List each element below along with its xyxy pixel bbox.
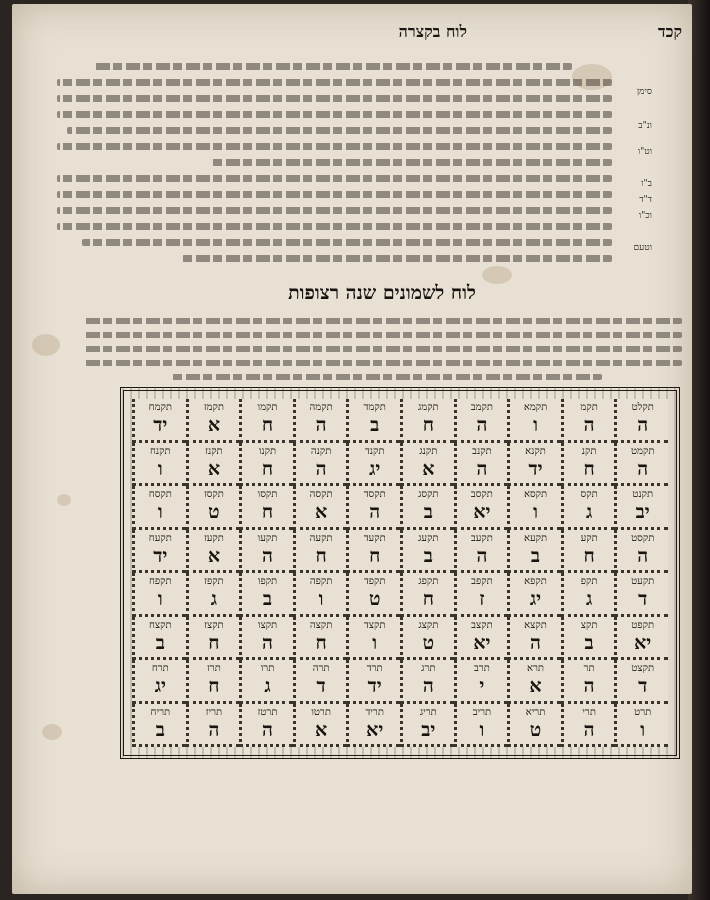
table-cell bbox=[400, 530, 454, 574]
year-label: תקנח bbox=[150, 445, 171, 457]
table-cell bbox=[614, 530, 668, 574]
day-value: א bbox=[315, 718, 328, 741]
year-label: תרטז bbox=[257, 706, 278, 718]
table-cell bbox=[454, 530, 508, 574]
table-cell bbox=[454, 660, 508, 704]
year-label: תקמז bbox=[203, 402, 224, 414]
day-value: ה bbox=[262, 631, 273, 654]
day-value: א bbox=[207, 414, 221, 437]
day-value: ה bbox=[262, 718, 273, 741]
day-value: יד bbox=[367, 675, 382, 698]
year-label: תקסז bbox=[203, 489, 224, 501]
day-value: ה bbox=[315, 414, 327, 437]
table-cell bbox=[239, 573, 293, 617]
day-value: יב bbox=[421, 718, 436, 741]
year-label: תרי bbox=[582, 706, 596, 718]
table-cell bbox=[186, 617, 240, 661]
table-cell bbox=[346, 617, 400, 661]
year-label: תקפא bbox=[524, 576, 547, 588]
body-text-block bbox=[52, 54, 652, 274]
table-cell bbox=[186, 443, 240, 487]
year-label: תקצג bbox=[418, 619, 439, 631]
day-value: ד bbox=[638, 588, 648, 611]
table-cell bbox=[507, 399, 561, 443]
table-cell bbox=[614, 399, 668, 443]
day-value: א bbox=[207, 544, 221, 567]
year-label: תקנא bbox=[525, 445, 546, 457]
year-label: תקנו bbox=[258, 445, 277, 457]
year-label: תקעד bbox=[363, 532, 386, 544]
table-cell bbox=[454, 704, 508, 748]
table-cell bbox=[561, 660, 615, 704]
day-value: יג bbox=[369, 457, 381, 480]
year-label: תקסד bbox=[363, 489, 386, 501]
year-label: תריג bbox=[419, 706, 437, 718]
table-cell bbox=[239, 443, 293, 487]
year-label: תקס bbox=[580, 489, 598, 501]
day-value: ה bbox=[530, 631, 541, 654]
day-value: ח bbox=[583, 544, 595, 567]
section-title: לוח לשמונים שנה רצופות bbox=[288, 282, 476, 304]
year-label: תריז bbox=[205, 706, 223, 718]
text-line bbox=[172, 374, 602, 380]
day-value: ב bbox=[155, 631, 165, 654]
day-value: יד bbox=[528, 457, 543, 480]
year-label: תריח bbox=[150, 706, 171, 718]
table-cell bbox=[346, 660, 400, 704]
year-label: תקנט bbox=[632, 489, 654, 501]
table-cell bbox=[561, 704, 615, 748]
table-cell bbox=[400, 399, 454, 443]
day-value: ה bbox=[476, 544, 488, 567]
day-value: ה bbox=[637, 414, 649, 437]
table-cell bbox=[400, 573, 454, 617]
calendar-table-frame bbox=[120, 387, 680, 759]
day-value: ט bbox=[208, 501, 220, 524]
day-value: ד bbox=[316, 675, 326, 698]
day-value: ב bbox=[262, 588, 273, 611]
year-label: תקפו bbox=[257, 576, 278, 588]
table-cell bbox=[400, 617, 454, 661]
day-value: א bbox=[529, 675, 542, 698]
year-label: תקנב bbox=[472, 445, 492, 457]
day-value: א bbox=[207, 457, 221, 480]
day-value: ב bbox=[155, 718, 165, 741]
table-cell bbox=[132, 573, 186, 617]
table-cell bbox=[454, 486, 508, 530]
year-label: תקמט bbox=[631, 445, 655, 457]
day-value: ט bbox=[368, 588, 381, 611]
day-value: ג bbox=[210, 588, 218, 611]
table-cell bbox=[186, 660, 240, 704]
day-value: יג bbox=[154, 675, 166, 698]
day-value: ה bbox=[315, 457, 327, 480]
day-value: ה bbox=[637, 544, 649, 567]
year-label: תרב bbox=[473, 663, 490, 675]
margin-word: ד"ד bbox=[639, 195, 652, 205]
table-cell bbox=[561, 399, 615, 443]
year-label: תקעא bbox=[523, 532, 548, 544]
table-cell bbox=[507, 660, 561, 704]
year-label: תקעה bbox=[309, 532, 333, 544]
day-value: יג bbox=[529, 588, 542, 611]
year-label: תקצח bbox=[149, 619, 172, 631]
year-label: תקע bbox=[580, 532, 598, 544]
table-cell bbox=[454, 443, 508, 487]
text-line bbox=[57, 111, 612, 118]
year-label: תקפב bbox=[471, 576, 493, 588]
day-value: יא bbox=[473, 631, 491, 654]
year-label: תקלט bbox=[631, 402, 654, 414]
day-value: יב bbox=[635, 501, 650, 524]
year-label: תקסא bbox=[523, 489, 548, 501]
year-label: תקמב bbox=[470, 402, 494, 414]
year-label: תקמו bbox=[257, 402, 278, 414]
table-cell bbox=[507, 704, 561, 748]
day-value: י bbox=[479, 675, 485, 698]
table-cell bbox=[293, 443, 347, 487]
year-label: תקנד bbox=[364, 445, 385, 457]
day-value: ב bbox=[423, 544, 433, 567]
table-cell bbox=[132, 704, 186, 748]
text-line bbox=[57, 207, 612, 214]
day-value: יא bbox=[634, 631, 652, 654]
text-line bbox=[82, 346, 682, 352]
table-cell bbox=[507, 530, 561, 574]
year-label: תקפט bbox=[631, 619, 655, 631]
margin-word: סימן bbox=[636, 87, 652, 97]
table-cell bbox=[454, 573, 508, 617]
day-value: ה bbox=[476, 414, 488, 437]
year-label: תקצד bbox=[363, 619, 386, 631]
table-cell bbox=[400, 704, 454, 748]
text-line bbox=[92, 63, 572, 70]
table-cell bbox=[132, 443, 186, 487]
day-value: ה bbox=[208, 718, 220, 741]
day-value: ח bbox=[261, 501, 274, 524]
table-cell bbox=[614, 660, 668, 704]
year-label: תרטו bbox=[311, 706, 331, 718]
year-label: תקמה bbox=[309, 402, 333, 414]
table-cell bbox=[186, 399, 240, 443]
table-cell bbox=[614, 573, 668, 617]
year-label: תקעז bbox=[203, 532, 224, 544]
day-value: ח bbox=[208, 675, 220, 698]
year-label: תרד bbox=[366, 663, 383, 675]
day-value: ט bbox=[422, 631, 435, 654]
table-cell bbox=[239, 399, 293, 443]
day-value: ו bbox=[318, 588, 324, 611]
margin-word: וט"ו bbox=[637, 147, 652, 157]
year-label: תקעג bbox=[418, 532, 439, 544]
intro-paragraph bbox=[72, 310, 682, 380]
table-cell bbox=[454, 399, 508, 443]
day-value: ג bbox=[585, 588, 593, 611]
day-value: ח bbox=[369, 544, 381, 567]
day-value: ו bbox=[479, 718, 485, 741]
year-label: תקצז bbox=[204, 619, 224, 631]
year-label: תקצט bbox=[631, 663, 655, 675]
text-line bbox=[57, 143, 612, 150]
table-cell bbox=[346, 704, 400, 748]
day-value: ח bbox=[315, 544, 327, 567]
year-label: תרה bbox=[312, 663, 330, 675]
table-cell bbox=[239, 617, 293, 661]
year-label: תקצו bbox=[257, 619, 278, 631]
year-label: תקצה bbox=[309, 619, 333, 631]
day-value: ו bbox=[533, 501, 538, 524]
table-cell bbox=[293, 530, 347, 574]
day-value: ח bbox=[261, 414, 274, 437]
table-cell bbox=[239, 530, 293, 574]
table-cell bbox=[561, 573, 615, 617]
table-cell bbox=[346, 530, 400, 574]
day-value: ה bbox=[369, 501, 381, 524]
text-line bbox=[212, 159, 612, 166]
table-cell bbox=[346, 443, 400, 487]
table-cell bbox=[239, 704, 293, 748]
table-cell bbox=[507, 443, 561, 487]
table-cell bbox=[561, 443, 615, 487]
year-label: תקנה bbox=[310, 445, 332, 457]
year-label: תקפז bbox=[204, 576, 224, 588]
page-header bbox=[107, 22, 682, 52]
table-cell bbox=[293, 704, 347, 748]
table-cell bbox=[132, 399, 186, 443]
table-cell bbox=[561, 617, 615, 661]
day-value: ב bbox=[584, 631, 594, 654]
margin-word: ב"ו bbox=[641, 179, 652, 189]
year-label: תקצ bbox=[580, 619, 598, 631]
table-cell bbox=[293, 486, 347, 530]
year-label: תר bbox=[583, 663, 595, 675]
year-label: תרא bbox=[527, 663, 545, 675]
table-cell bbox=[293, 399, 347, 443]
year-label: תרט bbox=[634, 706, 652, 718]
day-value: ח bbox=[422, 414, 434, 437]
day-value: יד bbox=[153, 544, 168, 567]
table-cell bbox=[293, 660, 347, 704]
year-label: תקפד bbox=[363, 576, 386, 588]
year-label: תריב bbox=[472, 706, 492, 718]
year-label: תקעו bbox=[257, 532, 278, 544]
day-value: ח bbox=[261, 457, 274, 480]
table-cell bbox=[239, 486, 293, 530]
day-value: ג bbox=[264, 675, 271, 698]
text-line bbox=[82, 360, 682, 366]
running-title: לוח בקצרה bbox=[398, 22, 467, 41]
table-cell bbox=[293, 573, 347, 617]
year-label: תקמג bbox=[417, 402, 439, 414]
table-cell bbox=[400, 443, 454, 487]
table-cell bbox=[507, 486, 561, 530]
day-value: ו bbox=[157, 457, 163, 480]
day-value: ה bbox=[476, 457, 488, 480]
text-line bbox=[57, 191, 612, 198]
year-label: תקנג bbox=[419, 445, 438, 457]
table-cell bbox=[186, 530, 240, 574]
year-label: תקפח bbox=[149, 576, 172, 588]
book-page bbox=[12, 4, 692, 894]
text-line bbox=[82, 332, 682, 338]
year-label: תקסג bbox=[418, 489, 439, 501]
text-line bbox=[57, 95, 612, 102]
year-label: תקסח bbox=[148, 489, 172, 501]
table-cell bbox=[132, 486, 186, 530]
year-label: תקעט bbox=[631, 576, 655, 588]
day-value: ח bbox=[422, 588, 434, 611]
day-value: ה bbox=[583, 414, 595, 437]
page-number: קכד bbox=[657, 22, 682, 41]
margin-word: וטעם bbox=[633, 243, 652, 253]
table-cell bbox=[614, 486, 668, 530]
year-label: תקסו bbox=[257, 489, 278, 501]
day-value: ח bbox=[208, 631, 220, 654]
table-cell bbox=[400, 660, 454, 704]
text-line bbox=[57, 223, 612, 230]
table-cell bbox=[507, 573, 561, 617]
day-value: ב bbox=[530, 544, 541, 567]
table-cell bbox=[561, 486, 615, 530]
year-label: תקעח bbox=[148, 532, 172, 544]
table-cell bbox=[239, 660, 293, 704]
day-value: ה bbox=[422, 675, 434, 698]
table-cell bbox=[132, 530, 186, 574]
table-cell bbox=[346, 573, 400, 617]
text-line bbox=[182, 255, 612, 262]
day-value: ב bbox=[423, 501, 433, 524]
year-label: תרז bbox=[207, 663, 221, 675]
table-cell bbox=[614, 617, 668, 661]
table-cell bbox=[614, 704, 668, 748]
day-value: ו bbox=[157, 588, 163, 611]
calendar-table bbox=[132, 399, 668, 747]
year-label: תרו bbox=[260, 663, 275, 675]
year-label: תריד bbox=[365, 706, 384, 718]
year-label: תקסה bbox=[309, 489, 333, 501]
year-label: תרח bbox=[151, 663, 169, 675]
table-cell bbox=[561, 530, 615, 574]
year-label: תרג bbox=[421, 663, 436, 675]
day-value: ו bbox=[372, 631, 378, 654]
table-cell bbox=[293, 617, 347, 661]
year-label: תקסב bbox=[470, 489, 493, 501]
table-cell bbox=[186, 573, 240, 617]
day-value: יד bbox=[153, 414, 168, 437]
day-value: ו bbox=[533, 414, 538, 437]
year-label: תקצא bbox=[524, 619, 547, 631]
table-cell bbox=[614, 443, 668, 487]
table-cell bbox=[132, 660, 186, 704]
table-cell bbox=[132, 617, 186, 661]
year-label: תקנז bbox=[205, 445, 223, 457]
year-label: תקצב bbox=[471, 619, 493, 631]
table-cell bbox=[400, 486, 454, 530]
day-value: ו bbox=[157, 501, 163, 524]
day-value: ח bbox=[315, 631, 327, 654]
text-line bbox=[67, 127, 612, 134]
year-label: תקנ bbox=[581, 445, 597, 457]
table-cell bbox=[186, 486, 240, 530]
year-label: תריא bbox=[525, 706, 546, 718]
year-label: תקמח bbox=[148, 402, 172, 414]
year-label: תקעב bbox=[470, 532, 493, 544]
year-label: תקמד bbox=[363, 402, 386, 414]
year-label: תקפה bbox=[309, 576, 333, 588]
day-value: ד bbox=[638, 675, 648, 698]
year-label: תקפ bbox=[580, 576, 598, 588]
text-line bbox=[82, 318, 682, 324]
text-line bbox=[57, 175, 612, 182]
table-cell bbox=[454, 617, 508, 661]
day-value: יא bbox=[473, 501, 491, 524]
year-label: תקמ bbox=[580, 402, 598, 414]
day-value: ה bbox=[637, 457, 649, 480]
day-value: ה bbox=[262, 544, 273, 567]
year-label: תקפג bbox=[418, 576, 439, 588]
day-value: ג bbox=[585, 501, 593, 524]
day-value: ז bbox=[479, 588, 485, 611]
table-cell bbox=[186, 704, 240, 748]
day-value: ה bbox=[583, 718, 595, 741]
day-value: ט bbox=[529, 718, 542, 741]
table-cell bbox=[507, 617, 561, 661]
day-value: ה bbox=[583, 675, 595, 698]
day-value: ו bbox=[640, 718, 646, 741]
table-cell bbox=[346, 486, 400, 530]
day-value: ח bbox=[583, 457, 595, 480]
day-value: א bbox=[422, 457, 435, 480]
text-line bbox=[57, 79, 612, 86]
margin-word: וכ"ו bbox=[638, 211, 652, 221]
year-label: תקסט bbox=[631, 532, 655, 544]
year-label: תקמא bbox=[523, 402, 548, 414]
day-value: א bbox=[315, 501, 328, 524]
day-value: ב bbox=[370, 414, 380, 437]
table-cell bbox=[346, 399, 400, 443]
day-value: יא bbox=[366, 718, 384, 741]
margin-word: ונ"ב bbox=[638, 121, 652, 131]
text-line bbox=[82, 239, 612, 246]
